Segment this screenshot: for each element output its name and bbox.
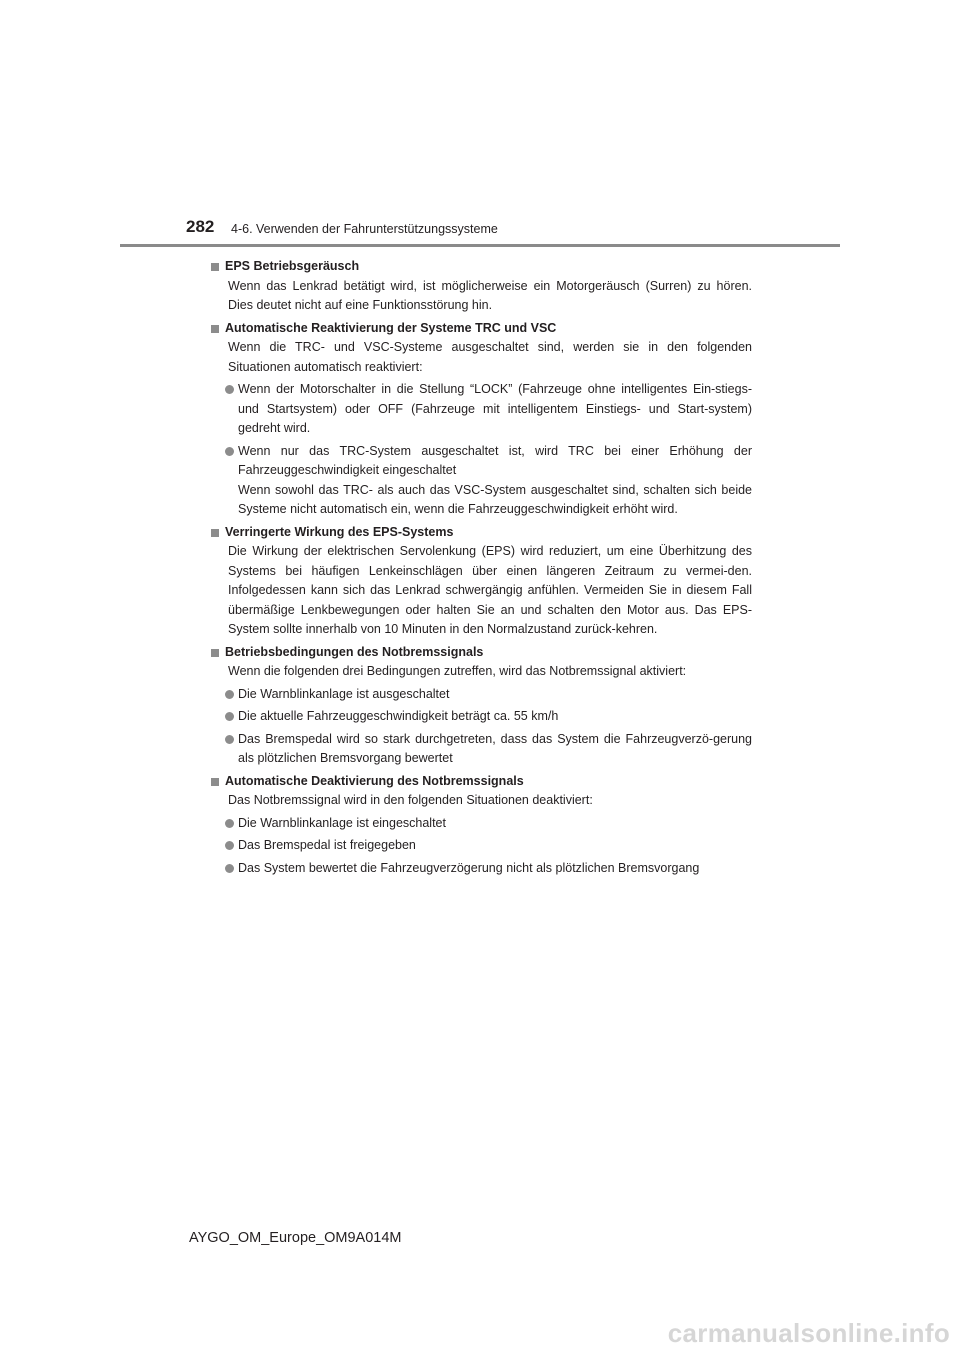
header-rule xyxy=(120,244,840,247)
section-heading-text: Automatische Deaktivierung des Notbremssignals xyxy=(225,773,524,788)
page-number: 282 xyxy=(186,217,215,236)
list-item xyxy=(210,730,752,769)
section-heading-text: EPS Betriebsgeräusch xyxy=(225,259,360,273)
section-eps-reduced xyxy=(210,523,752,640)
list-item-text: Wenn der Motorschalter in die Stellung “LOCK” (Fahrzeuge ohne intelligentes Ein-stiegs- und Startsystem) oder OFF (Fahrzeuge mit intelligentem Einstiegs- und Start-system) gedreht wird. xyxy=(238,382,752,435)
list-item xyxy=(210,707,752,727)
section-paragraph: Wenn die TRC- und VSC-Systeme ausgeschaltet sind, werden sie in den folgenden Situationen automatisch reaktiviert: xyxy=(228,340,752,374)
list-item xyxy=(210,859,752,879)
circle-bullet-icon xyxy=(225,385,234,394)
watermark: carmanualsonline.info xyxy=(667,1318,950,1348)
list-item-continuation: Wenn sowohl das TRC- als auch das VSC-System ausgeschaltet sind, schalten sich beide Systeme nicht automatisch ein, wenn die Fahrzeuggeschwindigkeit erhöht wird. xyxy=(238,482,752,516)
square-bullet-icon xyxy=(211,325,219,333)
section-emergency-brake-conditions xyxy=(210,643,752,769)
section-heading xyxy=(210,319,752,339)
section-heading xyxy=(210,643,752,663)
section-heading-text: Automatische Reaktivierung der Systeme TRC und VSC xyxy=(225,320,557,335)
list-item-text: Die Warnblinkanlage ist ausgeschaltet xyxy=(238,686,450,701)
section-heading-text: Betriebsbedingungen des Notbremssignals xyxy=(225,644,484,659)
square-bullet-icon xyxy=(211,529,219,537)
circle-bullet-icon xyxy=(225,819,234,828)
square-bullet-icon xyxy=(211,263,219,271)
list-item xyxy=(210,685,752,705)
section-heading xyxy=(210,772,752,792)
list-item-text: Die aktuelle Fahrzeuggeschwindigkeit beträgt ca. 55 km/h xyxy=(238,709,559,723)
circle-bullet-icon xyxy=(225,690,234,699)
section-heading xyxy=(210,523,752,543)
section-heading xyxy=(210,257,752,277)
section-paragraph: Das Notbremssignal wird in den folgenden Situationen deaktiviert: xyxy=(228,793,593,807)
square-bullet-icon xyxy=(211,649,219,657)
list-item-text: Das Bremspedal wird so stark durchgetreten, dass das System die Fahrzeugverzö-gerung als plötzlichen Bremsvorgang bewertet xyxy=(238,731,752,765)
circle-bullet-icon xyxy=(225,864,234,873)
circle-bullet-icon xyxy=(225,735,234,744)
list-item xyxy=(210,380,752,439)
list-item xyxy=(210,814,752,834)
section-paragraph: Wenn das Lenkrad betätigt wird, ist möglicherweise ein Motorgeräusch (Surren) zu hören. Dies deutet nicht auf eine Funktionsstörung hin. xyxy=(228,278,752,312)
section-trc-vsc-reactivation xyxy=(210,319,752,520)
section-emergency-brake-deactivation xyxy=(210,772,752,879)
list-item-text: Das System bewertet die Fahrzeugverzögerung nicht als plötzlichen Bremsvorgang xyxy=(238,860,700,875)
square-bullet-icon xyxy=(211,778,219,786)
footer-doc-id: AYGO_OM_Europe_OM9A014M xyxy=(189,1230,402,1246)
list-item-text: Die Warnblinkanlage ist eingeschaltet xyxy=(238,815,446,830)
list-item xyxy=(210,836,752,856)
section-eps-noise xyxy=(210,257,752,316)
circle-bullet-icon xyxy=(225,712,234,721)
section-heading-text: Verringerte Wirkung des EPS-Systems xyxy=(225,524,454,539)
chapter-title: 4-6. Verwenden der Fahrunterstützungssysteme xyxy=(231,222,498,236)
section-paragraph: Wenn die folgenden drei Bedingungen zutreffen, wird das Notbremssignal aktiviert: xyxy=(228,664,687,678)
list-item-text: Wenn nur das TRC-System ausgeschaltet ist, wird TRC bei einer Erhöhung der Fahrzeuggeschwindigkeit eingeschaltet xyxy=(238,443,752,477)
list-item xyxy=(210,442,752,520)
list-item-text: Das Bremspedal ist freigegeben xyxy=(238,838,416,852)
circle-bullet-icon xyxy=(225,841,234,850)
section-paragraph: Die Wirkung der elektrischen Servolenkung (EPS) wird reduziert, um eine Überhitzung des Systems bei häufigen Lenkeinschlägen über einen längeren Zeitraum zu vermei-den. Infolgedessen kann sich das Lenkrad schwergängig anfühlen. Vermeiden Sie in diesem Fall übermäßige Lenkbewegungen oder halten Sie an und schalten den Motor aus. Das EPS-System sollte innerhalb von 10 Minuten in den Normalzustand zurück-kehren. xyxy=(228,544,752,636)
circle-bullet-icon xyxy=(225,447,234,456)
page-content xyxy=(210,254,752,881)
